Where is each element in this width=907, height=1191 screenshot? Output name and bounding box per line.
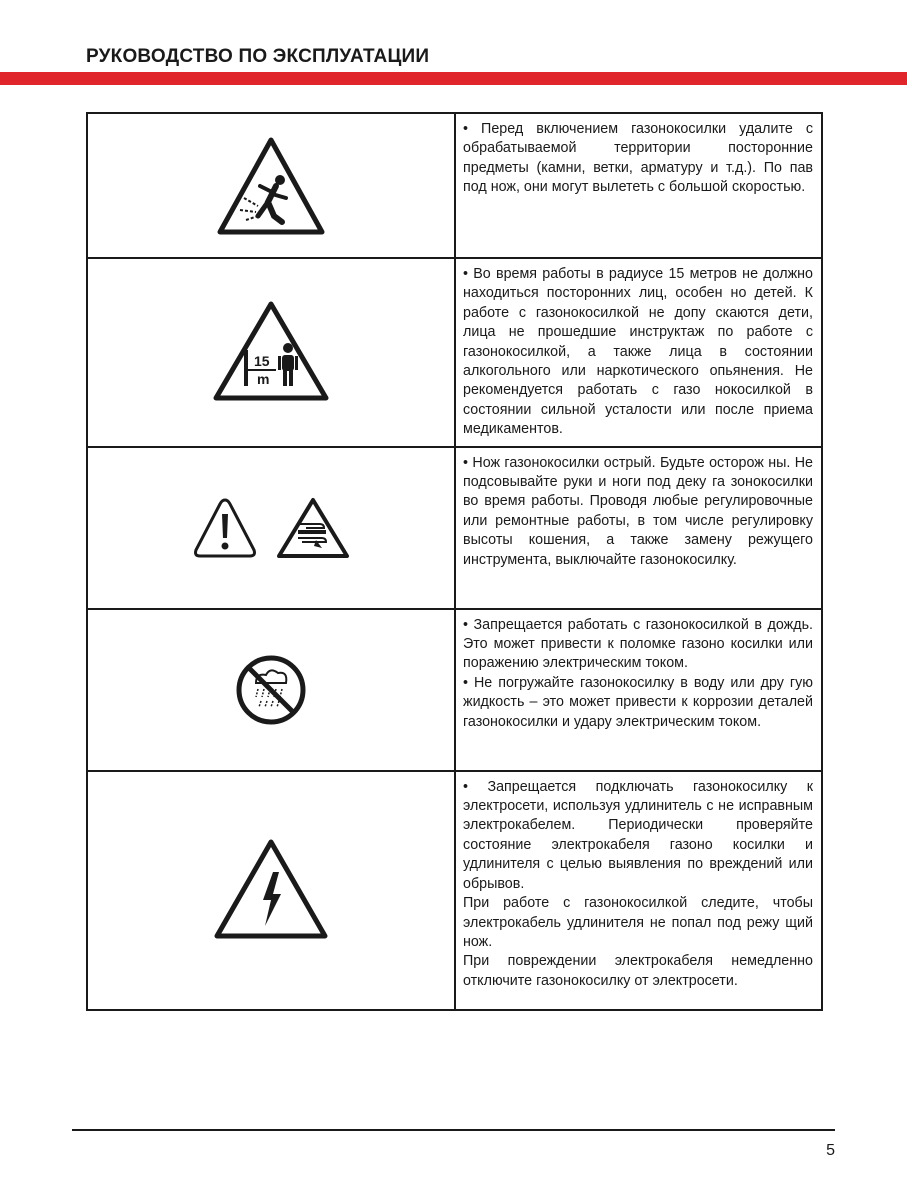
instruction-paragraph: • Запрещается работать с газонокосилкой в дождь. Это может привести к поломке газоно косилки или поражению электрическим током. <box>463 616 813 672</box>
instruction-paragraph: При повреждении электрокабеля немедленно отключите газонокосилку от электросети. <box>463 953 813 989</box>
thrown-objects-warning-icon <box>216 136 326 236</box>
instruction-paragraph: • Во время работы в радиусе 15 метров не должно находиться посторонних лиц, особен но детей. К работе с газонокосилкой не допу скаются дети, лица не прошедшие инструктаж по работе с газонокосилкой, а также лица в состоянии алкогольного или наркотического опьянения. Не рекомендуется работать с газо нокосилкой в состоянии сильной усталости или после приема медикаментов. <box>463 266 813 438</box>
instruction-paragraph: При работе с газонокосилкой следите, чтобы электрокабель удлинителя не попал под режу щий нож. <box>463 895 813 950</box>
safety-instructions-table <box>86 112 823 1011</box>
instruction-paragraph: • Запрещается подключать газонокосилку к электросети, используя удлинитель с не исправным электрокабелем. Периодически проверяйте состояние электрокабеля газоно косилки и удлинителя с целью выявления по вреждений или обрывов. <box>463 778 813 892</box>
icon-cell <box>87 447 455 609</box>
text-cell <box>455 609 822 771</box>
distance-number: 15 <box>254 353 270 370</box>
icon-cell <box>87 258 455 447</box>
distance-unit: m <box>257 371 270 388</box>
text-cell <box>455 447 822 609</box>
icon-cell <box>87 771 455 1010</box>
keep-distance-warning-icon <box>212 300 330 404</box>
icon-cell <box>87 609 455 771</box>
footer-divider <box>72 1129 835 1131</box>
table-row <box>87 609 822 771</box>
icon-cell <box>87 113 455 258</box>
text-cell <box>455 771 822 1010</box>
table-row <box>87 447 822 609</box>
general-warning-icon <box>192 496 258 560</box>
no-rain-prohibition-icon <box>234 653 308 727</box>
blade-hand-hazard-icon <box>276 496 350 560</box>
page-number: 5 <box>826 1142 835 1159</box>
header-red-band <box>0 72 907 85</box>
instruction-paragraph: • Не погружайте газонокосилку в воду или дру гую жидкость – это может привести к коррозии деталей газонокосилки и удару электрическим током. <box>463 674 813 730</box>
instruction-paragraph: • Нож газонокосилки острый. Будьте осторож ны. Не подсовывайте руки и ноги под деку га зонокосилки во время работы. Проводя любые регулировочные или ремонтные работы, в том числе регулировку высоты кошения, а также замену режущего инструмента, выключайте газонокосилку. <box>463 454 813 568</box>
text-cell <box>455 258 822 447</box>
page-header-title: РУКОВОДСТВО ПО ЭКСПЛУАТАЦИИ <box>86 46 430 67</box>
table-row <box>87 113 822 258</box>
electric-shock-warning-icon <box>213 838 329 942</box>
instruction-paragraph: • Перед включением газонокосилки удалите с обрабатываемой территории посторонние предметы (камни, ветки, арматуру и т.д.). По пав под нож, они могут вылететь с большой скоростью. <box>463 121 813 196</box>
table-row <box>87 258 822 447</box>
table-row <box>87 771 822 1010</box>
text-cell <box>455 113 822 258</box>
